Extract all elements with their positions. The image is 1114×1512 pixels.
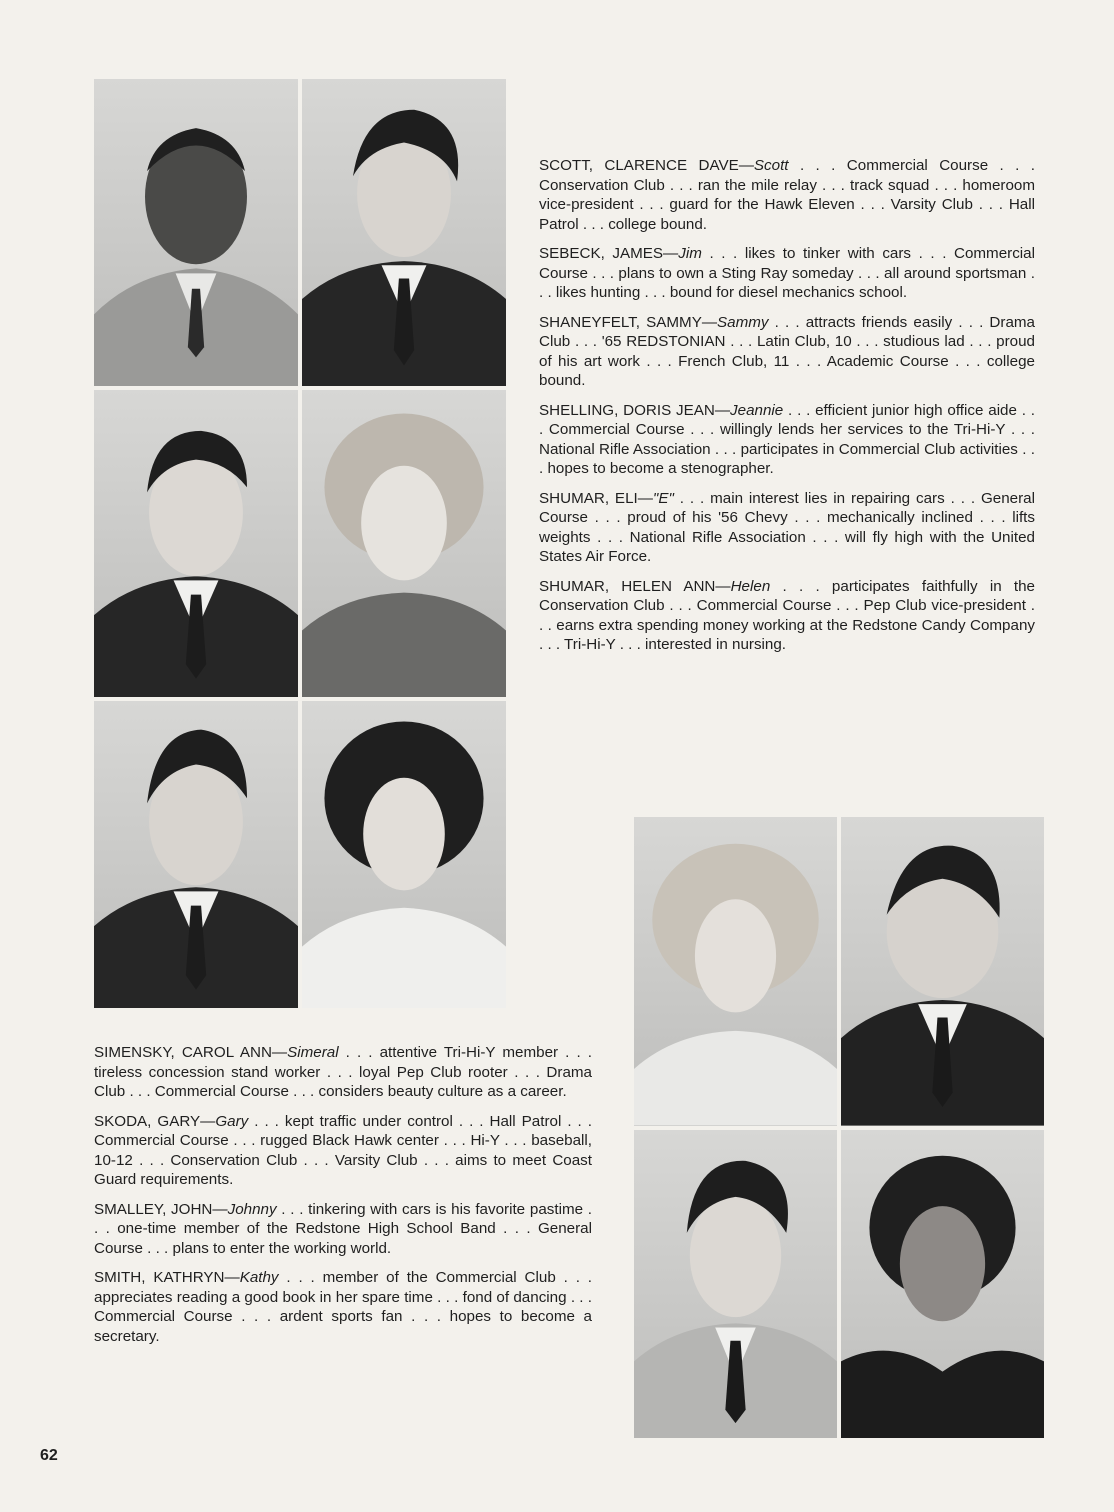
portrait-grid-bottom-right xyxy=(634,817,1044,1438)
bios-right-column xyxy=(539,156,1035,665)
portrait-shumar-helen xyxy=(302,701,506,1008)
portrait-skoda xyxy=(841,817,1044,1126)
portrait-shelling xyxy=(302,390,506,697)
portrait-shumar-eli xyxy=(94,701,298,1008)
portrait-smith xyxy=(841,1130,1044,1439)
portrait-simensky xyxy=(634,817,837,1126)
bio-sebeck: SEBECK, JAMES—Jim . . . likes to tinker with cars . . . Commercial Course . . . plans to own a Sting Ray someday . . . all around sportsman . . . likes hunting . . . bound for diesel mechanics school. xyxy=(539,245,1035,301)
bio-scott: SCOTT, CLARENCE DAVE—Scott . . . Commercial Course . . . Conservation Club . . . ran the mile relay . . . track squad . . . homeroom vice-president . . . guard for the Hawk Eleven . . . Varsity Club . . . Hall Patrol . . . college bound. xyxy=(539,157,1035,233)
page-number: 62 xyxy=(40,1447,58,1464)
bio-skoda: SKODA, GARY—Gary . . . kept traffic under control . . . Hall Patrol . . . Commercial Course . . . rugged Black Hawk center . . . Hi-Y . . . baseball, 10-12 . . . Conservation Club . . . Varsity Club . . . aims to meet Coast Guard requirements. xyxy=(94,1112,592,1188)
portrait-sebeck xyxy=(302,79,506,386)
bio-simensky: SIMENSKY, CAROL ANN—Simeral . . . attentive Tri-Hi-Y member . . . tireless concession stand worker . . . loyal Pep Club rooter . . . Drama Club . . . Commercial Course . . . considers beauty culture as a career. xyxy=(94,1044,592,1100)
bios-left-column xyxy=(94,1043,592,1356)
portrait-grid-top-left xyxy=(94,79,506,1008)
portrait-smalley xyxy=(634,1130,837,1439)
portrait-shaneyfelt xyxy=(94,390,298,697)
bio-smith: SMITH, KATHRYN—Kathy . . . member of the Commercial Club . . . appreciates reading a good book in her spare time . . . fond of dancing . . . Commercial Course . . . ardent sports fan . . . hopes to become a secretary. xyxy=(94,1269,592,1345)
bio-shelling: SHELLING, DORIS JEAN—Jeannie . . . efficient junior high office aide . . . Commercial Course . . . willingly lends her services to the Tri-Hi-Y . . . National Rifle Association . . . participates in Commercial Club activities . . . hopes to become a stenographer. xyxy=(539,401,1035,477)
bio-shaneyfelt: SHANEYFELT, SAMMY—Sammy . . . attracts friends easily . . . Drama Club . . . '65 REDSTONIAN . . . Latin Club, 10 . . . studious lad . . . proud of his art work . . . French Club, 11 . . . Academic Course . . . college bound. xyxy=(539,313,1035,389)
bio-shumar-eli: SHUMAR, ELI—"E" . . . main interest lies in repairing cars . . . General Course . . . proud of his '56 Chevy . . . mechanically inclined . . . lifts weights . . . National Rifle Association . . . will fly high with the United States Air Force. xyxy=(539,489,1035,565)
bio-smalley: SMALLEY, JOHN—Johnny . . . tinkering with cars is his favorite pastime . . . one-time member of the Redstone High School Band . . . General Course . . . plans to enter the working world. xyxy=(94,1200,592,1257)
portrait-scott xyxy=(94,79,298,386)
bio-shumar-helen: SHUMAR, HELEN ANN—Helen . . . participates faithfully in the Conservation Club . . . Commercial Course . . . Pep Club vice-president . . . earns extra spending money working at the Redstone Candy Company . . . Tri-Hi-Y . . . interested in nursing. xyxy=(539,577,1035,653)
